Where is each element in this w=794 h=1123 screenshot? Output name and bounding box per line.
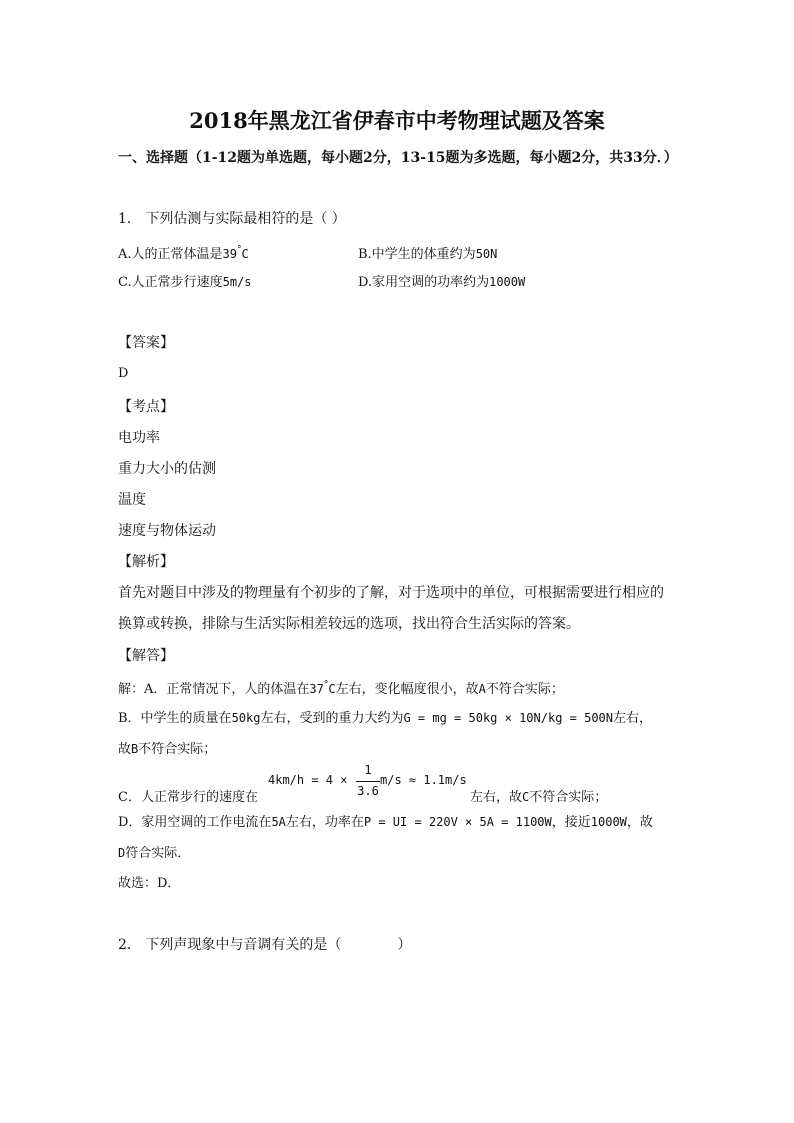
solution-c-text: C．人正常步行的速度在 bbox=[118, 790, 258, 805]
jiexi-label: 【解析】 bbox=[118, 554, 174, 570]
solution-b-text: B．中学生的质量在 bbox=[118, 711, 232, 726]
kaodian-item: 重力大小的估测 bbox=[118, 461, 216, 477]
option-b-text: B.中学生的体重约为 bbox=[358, 247, 476, 262]
solution-a-end: 不符合实际； bbox=[485, 682, 564, 697]
solution-a-post: 左右，变化幅度很小，故 bbox=[335, 682, 479, 697]
solution-c-formula-left: 4km/h = 4 × bbox=[268, 773, 348, 787]
fraction-denominator: 3.6 bbox=[357, 784, 379, 798]
solution-line-b bbox=[118, 707, 652, 726]
page-title: 2018年黑龙江省伊春市中考物理试题及答案 bbox=[189, 108, 605, 133]
option-d-value: 1000W bbox=[489, 275, 526, 289]
conclusion: 故选：D． bbox=[118, 876, 181, 891]
option-d bbox=[358, 271, 525, 290]
option-a-value: 39 bbox=[222, 247, 237, 261]
solution-c-end: 不符合实际； bbox=[529, 790, 608, 805]
solution-b-mass: 50kg bbox=[231, 711, 261, 725]
solution-line-d bbox=[118, 811, 653, 830]
question-1-stem: 1. 下列估测与实际最相符的是（ ） bbox=[118, 211, 346, 227]
solution-b-mid: 左右，受到的重力大约为 bbox=[260, 711, 404, 726]
solution-line-a bbox=[118, 678, 564, 697]
option-c-text: C.人正常步行速度 bbox=[118, 275, 223, 290]
solution-d-post: ，故 bbox=[626, 815, 653, 830]
option-b bbox=[358, 243, 497, 262]
solution-b2-letter: B bbox=[131, 742, 139, 756]
solution-b2-text: 故 bbox=[118, 742, 132, 757]
solution-a-unit: C bbox=[328, 682, 336, 696]
option-c bbox=[118, 271, 252, 290]
solution-d-formula: P = UI = 220V × 5A = 1100W bbox=[363, 815, 552, 829]
option-c-value: 5m/s bbox=[222, 275, 252, 289]
kaodian-item: 速度与物体运动 bbox=[118, 523, 216, 539]
kaodian-item: 电功率 bbox=[118, 430, 160, 446]
jiexi-line-2: 换算或转换，排除与生活实际相差较远的选项，找出符合生活实际的答案。 bbox=[118, 616, 580, 632]
kaodian-item: 温度 bbox=[118, 492, 146, 508]
solution-b-formula: G = mg = 50kg × 10N/kg = 500N bbox=[403, 711, 613, 725]
solution-line-c-tail bbox=[470, 786, 607, 805]
section-heading: 一、选择题（1-12题为单选题，每小题2分，13-15题为多选题，每小题2分，共33分．） bbox=[118, 150, 678, 166]
solution-a-text: 解：A．正常情况下，人的体温在 bbox=[118, 682, 310, 697]
option-a bbox=[118, 243, 249, 262]
jiexi-line-1: 首先对题目中涉及的物理量有个初步的了解，对于选项中的单位，可根据需要进行相应的 bbox=[118, 585, 664, 601]
solution-c-letter: C bbox=[522, 790, 530, 804]
answer-label: 【答案】 bbox=[118, 335, 174, 351]
solution-a-value: 37 bbox=[309, 682, 324, 696]
solution-b2-post: 不符合实际； bbox=[138, 742, 217, 757]
solution-a-letter: A bbox=[478, 682, 486, 696]
solution-c-post: 左右，故 bbox=[470, 790, 523, 805]
solution-line-d2 bbox=[118, 842, 190, 861]
fraction-bar bbox=[356, 781, 380, 782]
solution-d-current: 5A bbox=[271, 815, 286, 829]
answer-value: D bbox=[118, 366, 129, 381]
solution-c-formula-right: m/s ≈ 1.1m/s bbox=[380, 773, 467, 787]
kaodian-label: 【考点】 bbox=[118, 399, 174, 415]
option-a-unit: C bbox=[241, 247, 249, 261]
option-b-value: 50N bbox=[475, 247, 498, 261]
solution-d2-letter: D bbox=[118, 846, 126, 860]
jieda-label: 【解答】 bbox=[118, 648, 174, 664]
solution-a-degree: ° bbox=[323, 680, 329, 690]
solution-d-mid2: ，接近 bbox=[551, 815, 591, 830]
option-a-degree: ° bbox=[236, 245, 242, 255]
solution-d2-post: 符合实际． bbox=[125, 846, 191, 861]
option-a-text: A.人的正常体温是 bbox=[118, 247, 223, 262]
solution-d-text: D．家用空调的工作电流在 bbox=[118, 815, 272, 830]
question-2-stem: 2. 下列声现象中与音调有关的是（ ） bbox=[118, 937, 412, 953]
solution-d-mid: 左右，功率在 bbox=[285, 815, 364, 830]
solution-b-post: 左右， bbox=[613, 711, 653, 726]
fraction-numerator: 1 bbox=[364, 763, 372, 777]
solution-d-power: 1000W bbox=[590, 815, 627, 829]
solution-line-b2 bbox=[118, 738, 216, 757]
option-d-text: D.家用空调的功率约为 bbox=[358, 275, 490, 290]
